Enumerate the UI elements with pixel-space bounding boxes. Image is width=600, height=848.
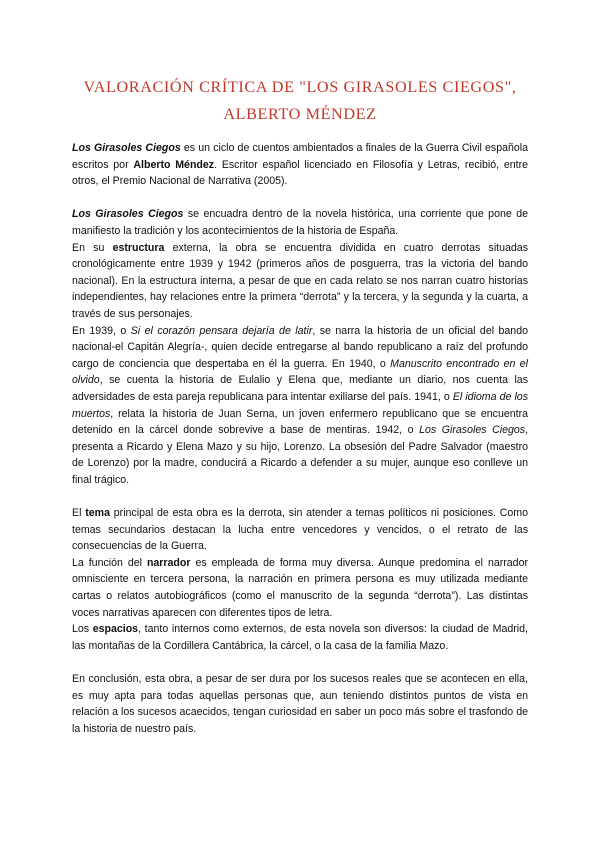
keyword-spaces: espacios xyxy=(92,623,139,636)
paragraph-stories: En 1939, o Si el corazón pensara dejaría de latir, se narra la historia de un oficial del bando nacional-el Capitán Alegría-, quien decide entregarse al bando republicano a raíz del profundo cargo de conciencia que despertaba en él la guerra. En 1940, o Manuscrito encontrado en el olvido, se cuenta la historia de Eulalio y Elena que, mediante un diario, nos cuenta las adversidades de esta pareja republicana para intentar exiliarse del país. 1941, o El idioma de los muertos, relata la historia de Juan Serna, un joven enfermero republicano que se encuentra detenido en la cárcel donde sobrevive a base de mentiras. 1942, o Los Girasoles Ciegos, presenta a Ricardo y Elena Mazo y su hijo, Lorenzo. La obsesión del Padre Salvador (maestro de Lorenzo) por la madre, conducirá a Ricardo a defender a su mujer, aunque eso conlleve un final trágico. xyxy=(72,324,529,486)
story-title: Si el corazón pensara dejaría de latir xyxy=(130,324,313,337)
paragraph-theme: El tema principal de esta obra es la derrota, sin atender a temas políticos ni posiciones. Como temas secundarios destacan la lucha entre vencedores y vencidos, o el retrato de las consecuencias de la Guerra. xyxy=(72,507,528,553)
paragraph-genre: Los Girasoles Ciegos se encuadra dentro de la novela histórica, una corriente que pone de manifiesto la tradición y los acontecimientos de la historia de España. xyxy=(72,208,529,237)
author-name: Alberto Méndez xyxy=(133,158,215,171)
work-title: Los Girasoles Ciegos xyxy=(72,208,184,221)
title-line-1: VALORACIÓN CRÍTICA DE "LOS GIRASOLES CIEGOS", xyxy=(83,78,517,96)
keyword-structure: estructura xyxy=(112,241,165,254)
story-title: Manuscrito encontrado en el olvido xyxy=(72,357,529,387)
paragraph-structure: En su estructura externa, la obra se encuentra dividida en cuatro derrotas situadas cronológicamente entre 1939 y 1942 (primeros años de posguerra, tras la victoria del bando nacional). En la estructura interna, a pesar de que en cada relato se nos narran cuatro historias independientes, hay relaciones entre la primera “derrota” y la tercera, y la segunda y la cuarta, a través de sus personajes. xyxy=(72,241,528,320)
paragraph-intro: Los Girasoles Ciegos es un ciclo de cuentos ambientados a finales de la Guerra Civil española escritos por Alberto Méndez. Escritor español licenciado en Filosofía y Letras, recibió, entre otros, el Premio Nacional de Narrativa (2005). xyxy=(72,142,529,188)
paragraph-narrator: La función del narrador es empleada de forma muy diversa. Aunque predomina el narrador omnisciente en tercera persona, la narración en primera persona es muy utilizada mediante cartas o relatos autobiográficos (como el manuscrito de la segunda “derrota”). Las distintas voces narrativas aparecen con diferentes tipos de letra. xyxy=(72,556,528,619)
work-title: Los Girasoles Ciegos xyxy=(72,142,181,154)
title-line-2: ALBERTO MÉNDEZ xyxy=(223,105,377,123)
keyword-theme: tema xyxy=(85,507,110,520)
paragraph-spaces: Los espacios, tanto internos como externos, de esta novela son diversos: la ciudad de Madrid, las montañas de la Cordillera Cantábrica, la cárcel, o la casa de la familia Mazo. xyxy=(72,623,528,652)
paragraph-conclusion: En conclusión, esta obra, a pesar de ser dura por los sucesos reales que se acontecen en ella, es muy apta para todas aquellas personas que, aun teniendo distintos puntos de vista en relación a los sucesos acaecidos, tengan curiosidad en saber un poco más sobre el trasfondo de la historia de nuestro país. xyxy=(72,673,528,735)
document-title xyxy=(40,74,560,128)
document-body xyxy=(72,140,528,737)
story-title: El idioma de los muertos xyxy=(72,390,528,420)
story-title: Los Girasoles Ciegos xyxy=(419,424,526,437)
keyword-narrator: narrador xyxy=(146,556,191,569)
